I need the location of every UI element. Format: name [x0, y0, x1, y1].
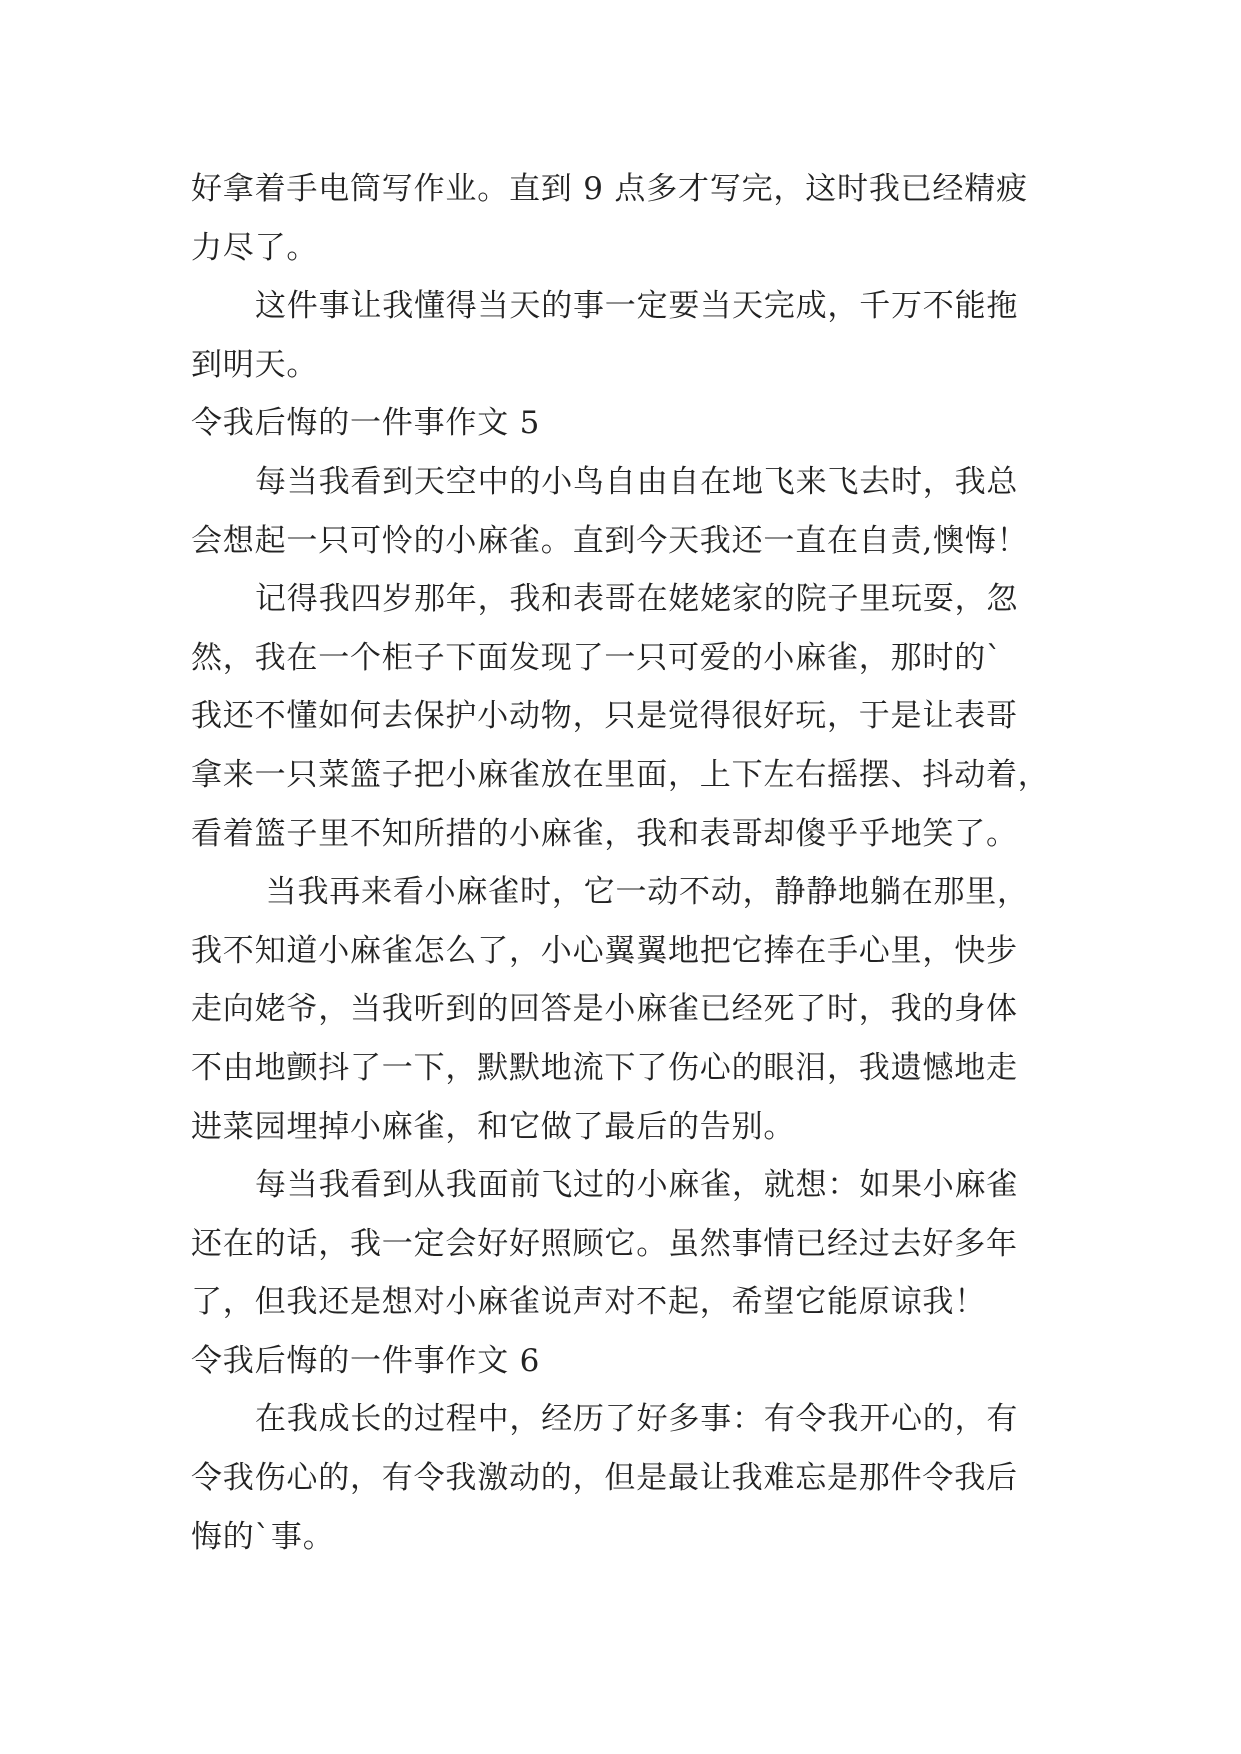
text-line: 好拿着手电筒写作业。直到 9 点多才写完，这时我已经精疲 [191, 171, 1028, 207]
text-line: 会想起一只可怜的小麻雀。直到今天我还一直在自责,懊悔！ [191, 522, 1029, 559]
text-line: 在我成长的过程中，经历了好多事：有令我开心的，有 [255, 1401, 1019, 1438]
section-heading: 令我后悔的一件事作文 5 [191, 405, 541, 442]
text-line: 了，但我还是想对小麻雀说声对不起，希望它能原谅我！ [191, 1284, 986, 1321]
text-line: 不由地颤抖了一下，默默地流下了伤心的眼泪，我遗憾地走 [191, 1049, 1018, 1086]
text-line: 看着篮子里不知所措的小麻雀，我和表哥却傻乎乎地笑了。 [191, 815, 1018, 852]
text-line: 我还不懂如何去保护小动物，只是觉得很好玩，于是让表哥 [191, 698, 1018, 735]
text-line: 然，我在一个柜子下面发现了一只可爱的小麻雀，那时的` [191, 639, 1003, 676]
text-line: 记得我四岁那年，我和表哥在姥姥家的院子里玩耍，忽 [255, 581, 1019, 618]
text-line: 到明天。 [191, 346, 319, 383]
text-line: 拿来一只菜篮子把小麻雀放在里面，上下左右摇摆、抖动着， [191, 756, 1050, 793]
section-heading: 令我后悔的一件事作文 6 [191, 1342, 541, 1379]
text-line: 每当我看到天空中的小鸟自由自在地飞来飞去时，我总 [255, 463, 1019, 500]
text-line: 令我伤心的，有令我激动的，但是最让我难忘是那件令我后 [191, 1460, 1018, 1497]
text-line: 力尽了。 [191, 229, 319, 266]
text-line: 走向姥爷，当我听到的回答是小麻雀已经死了时，我的身体 [191, 991, 1018, 1028]
text-line: 还在的话，我一定会好好照顾它。虽然事情已经过去好多年 [191, 1225, 1018, 1262]
document-body [191, 160, 1053, 1566]
text-line: 我不知道小麻雀怎么了，小心翼翼地把它捧在手心里，快步 [191, 932, 1018, 969]
text-line: 悔的`事。 [191, 1518, 335, 1555]
text-line: 进菜园埋掉小麻雀，和它做了最后的告别。 [191, 1108, 796, 1145]
text-line: 当我再来看小麻雀时，它一动不动，静静地躺在那里， [255, 874, 1029, 911]
text-line: 每当我看到从我面前飞过的小麻雀，就想：如果小麻雀 [255, 1167, 1019, 1204]
text-line: 这件事让我懂得当天的事一定要当天完成，千万不能拖 [255, 288, 1019, 325]
